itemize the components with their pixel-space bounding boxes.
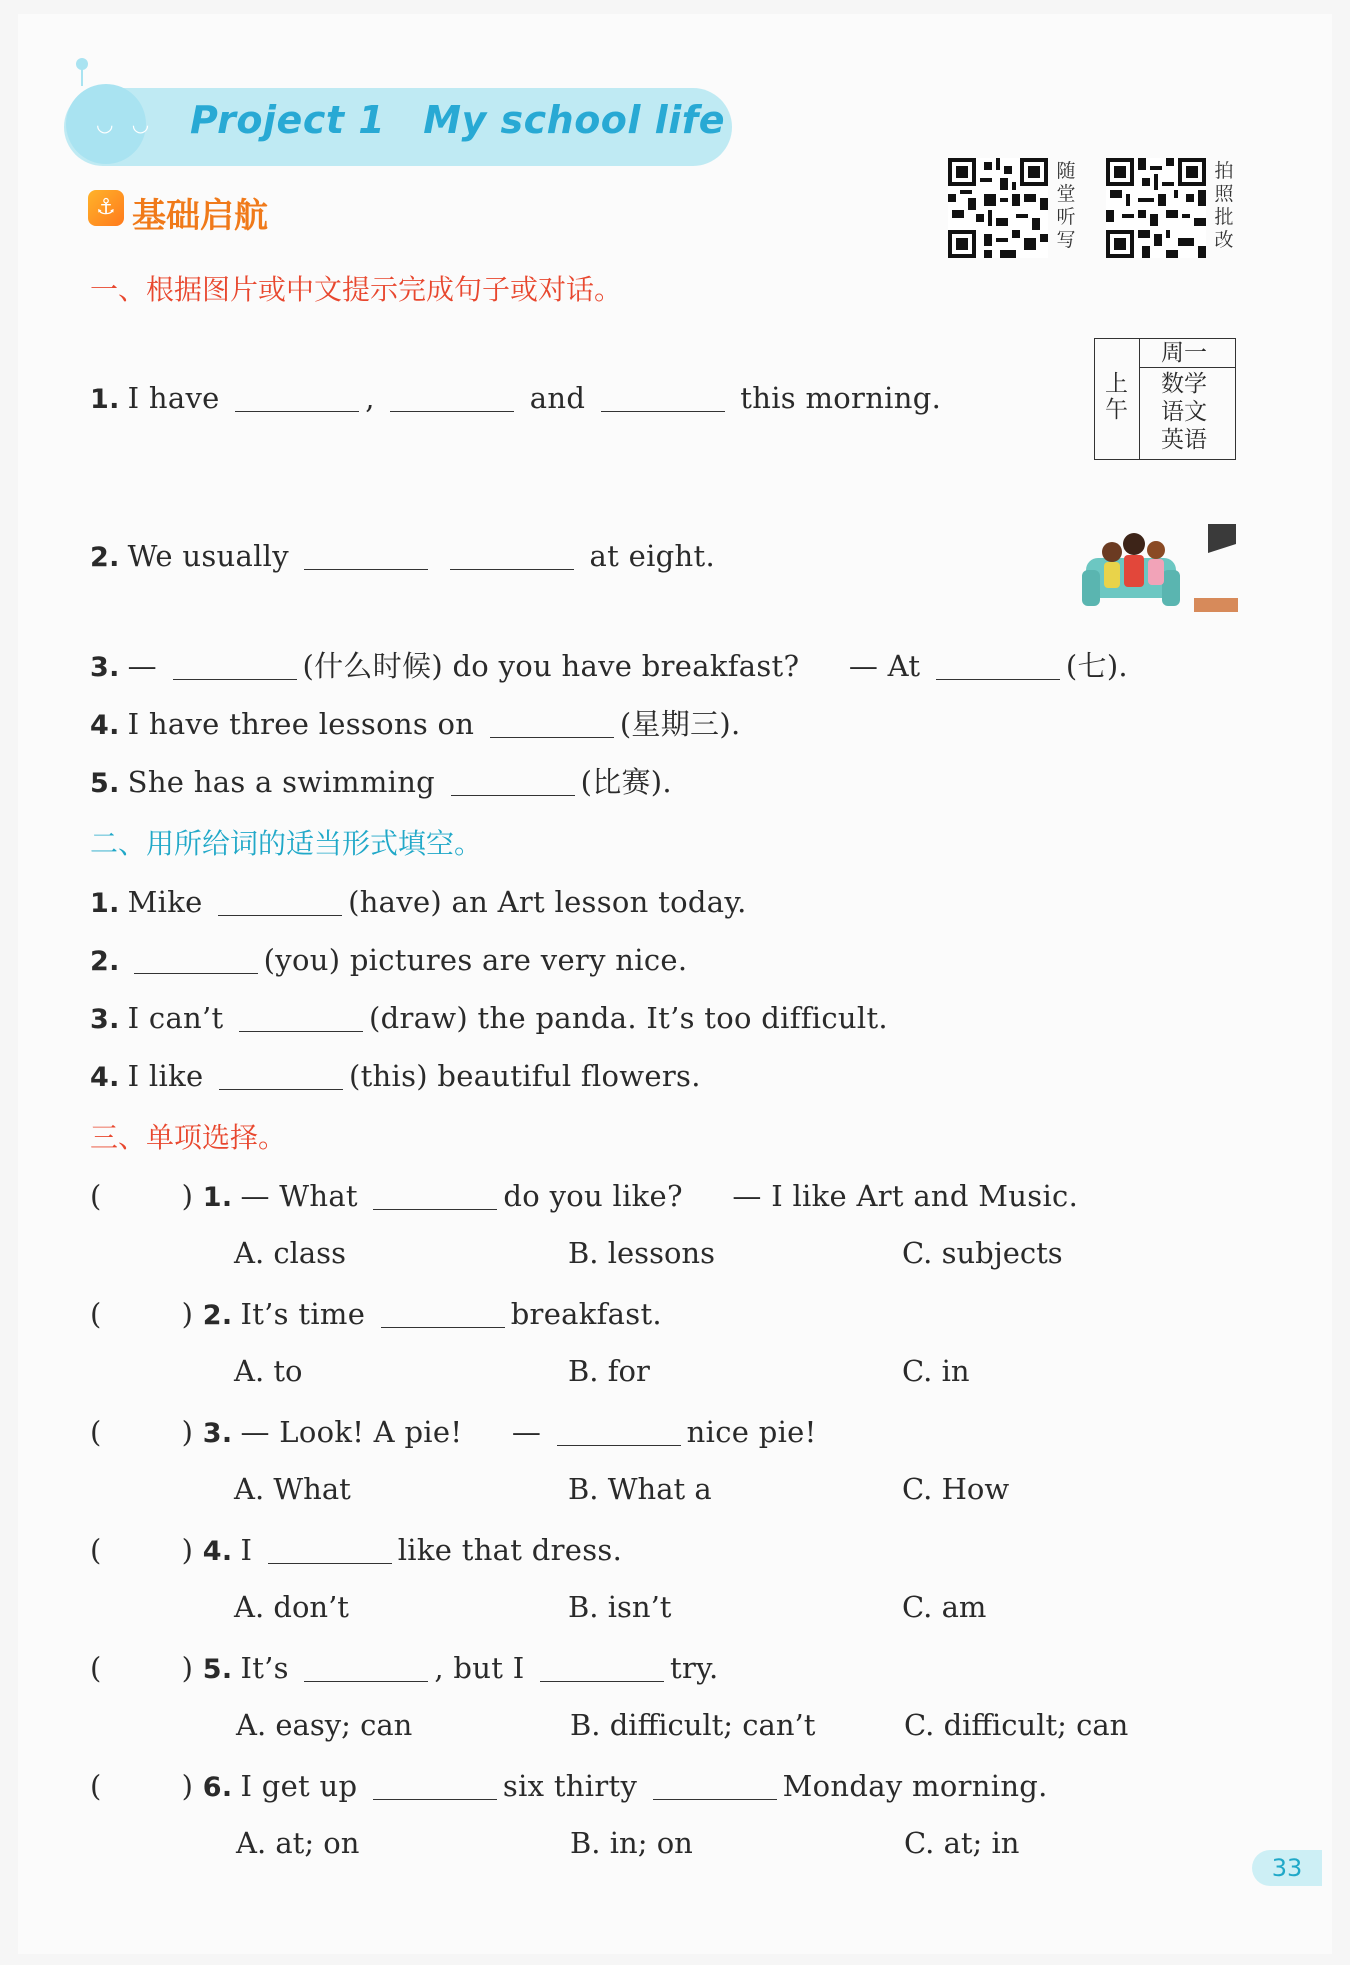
question-number: 6. [202, 1772, 233, 1803]
question-number: 2. [90, 542, 120, 573]
q-text: at eight. [589, 539, 715, 573]
qr-label-photo-grading: 拍照批改 [1214, 160, 1234, 251]
option-b[interactable]: B. difficult; can’t [570, 1708, 816, 1742]
answer-blank[interactable] [601, 381, 725, 412]
option-a[interactable]: A. to [234, 1354, 303, 1388]
answer-paren-close: ) [181, 1769, 194, 1803]
question-number: 2. [90, 946, 120, 977]
question-number: 3. [202, 1418, 233, 1449]
answer-paren-open: ( [90, 1769, 102, 1803]
option-c[interactable]: C. am [902, 1590, 987, 1624]
answer-paren-open: ( [90, 1179, 102, 1213]
question-number: 3. [90, 1004, 120, 1035]
answer-blank[interactable] [304, 1651, 428, 1682]
answer-blank[interactable] [235, 381, 359, 412]
q-text: (什么时候) do you have breakfast? [302, 649, 800, 683]
part2-heading: 二、用所给词的适当形式填空。 [90, 827, 483, 860]
answer-blank[interactable] [557, 1415, 681, 1446]
answer-blank[interactable] [373, 1179, 497, 1210]
answer-paren-open: ( [90, 1651, 102, 1685]
section-title: 基础启航 [132, 196, 268, 236]
answer-blank[interactable] [173, 649, 297, 680]
option-a[interactable]: A. at; on [236, 1826, 360, 1860]
q-text: — What [240, 1179, 358, 1213]
option-c[interactable]: C. in [902, 1354, 970, 1388]
question-number: 3. [90, 652, 120, 683]
family-watching-tv-illustration [1082, 524, 1242, 624]
option-a[interactable]: A. class [234, 1236, 346, 1270]
q-text: It’s time [240, 1297, 366, 1331]
question-number: 1. [90, 888, 120, 919]
q-text: I have [127, 381, 220, 415]
question-number: 4. [90, 710, 120, 741]
anchor-icon: ⚓ [88, 190, 124, 226]
q-text: (星期三). [619, 707, 741, 741]
option-b[interactable]: B. lessons [568, 1236, 715, 1270]
option-b[interactable]: B. in; on [570, 1826, 693, 1860]
page-title [190, 98, 725, 142]
timetable-subject: 语文 [1161, 399, 1207, 425]
q-text: (this) beautiful flowers. [348, 1059, 701, 1093]
timetable-picture [1094, 338, 1236, 460]
answer-blank[interactable] [218, 885, 342, 916]
option-c[interactable]: C. subjects [902, 1236, 1063, 1270]
part1-q2 [90, 536, 715, 578]
part3-q1 [90, 1176, 1078, 1218]
q-text: — At [848, 649, 921, 683]
q-text: I get up [240, 1769, 358, 1803]
timetable-subject: 英语 [1161, 427, 1207, 453]
answer-blank[interactable] [451, 765, 575, 796]
q-text: and [529, 381, 586, 415]
antenna-stem [81, 62, 83, 86]
timetable-side-label: 上午 [1105, 371, 1128, 423]
q-text: (比赛). [580, 765, 672, 799]
q-text: do you like? [503, 1179, 683, 1213]
answer-blank[interactable] [390, 381, 514, 412]
q-text: (you) pictures are very nice. [263, 943, 688, 977]
part2-q1 [90, 882, 747, 924]
option-a[interactable]: A. easy; can [236, 1708, 413, 1742]
project-title: My school life [423, 98, 726, 142]
answer-blank[interactable] [219, 1059, 343, 1090]
part3-q5 [90, 1648, 719, 1690]
q-text: , but I [434, 1651, 525, 1685]
q-text: I [240, 1533, 253, 1567]
timetable-day: 周一 [1161, 340, 1207, 366]
answer-blank[interactable] [490, 707, 614, 738]
mascot-face-icon: ◡ ◡ [96, 112, 156, 136]
q-text: six thirty [502, 1769, 638, 1803]
q-text: — [511, 1415, 542, 1449]
answer-blank[interactable] [239, 1001, 363, 1032]
q-text: — Look! A pie! [240, 1415, 463, 1449]
q-text: She has a swimming [127, 765, 436, 799]
option-b[interactable]: B. for [568, 1354, 650, 1388]
answer-blank[interactable] [381, 1297, 505, 1328]
part2-q2 [90, 940, 687, 982]
question-number: 1. [202, 1182, 233, 1213]
question-number: 1. [90, 384, 120, 415]
option-a[interactable]: A. What [234, 1472, 351, 1506]
part1-q3 [90, 646, 1128, 688]
option-c[interactable]: C. difficult; can [904, 1708, 1129, 1742]
question-number: 4. [90, 1062, 120, 1093]
timetable-subject: 数学 [1161, 371, 1207, 397]
q-text: (have) an Art lesson today. [348, 885, 747, 919]
page-number: 33 [1252, 1850, 1322, 1886]
q-text: Monday morning. [782, 1769, 1048, 1803]
answer-paren-close: ) [181, 1415, 194, 1449]
question-number: 2. [202, 1300, 233, 1331]
q-text: nice pie! [686, 1415, 817, 1449]
option-b[interactable]: B. What a [568, 1472, 712, 1506]
part3-q2 [90, 1294, 662, 1336]
q-text: like that dress. [397, 1533, 623, 1567]
qr-code-photo-grading-icon[interactable] [1106, 158, 1206, 258]
q-text: We usually [127, 539, 289, 573]
answer-paren-open: ( [90, 1415, 102, 1449]
part1-q5 [90, 762, 672, 804]
question-number: 4. [202, 1536, 233, 1567]
option-c[interactable]: C. at; in [904, 1826, 1020, 1860]
qr-code-dictation-icon[interactable] [948, 158, 1048, 258]
q-text: I like [127, 1059, 204, 1093]
q-text: — [127, 649, 157, 683]
option-a[interactable]: A. don’t [234, 1590, 349, 1624]
answer-blank[interactable] [134, 943, 258, 974]
part2-q3 [90, 998, 888, 1040]
q-text: (draw) the panda. It’s too difficult. [369, 1001, 888, 1035]
part3-q6 [90, 1766, 1048, 1808]
part1-q4 [90, 704, 740, 746]
answer-blank[interactable] [450, 539, 574, 570]
part1-q1 [90, 378, 941, 420]
q-text: — I like Art and Music. [732, 1179, 1079, 1213]
answer-paren-open: ( [90, 1297, 102, 1331]
qr-label-dictation: 随堂听写 [1056, 160, 1076, 251]
question-number: 5. [202, 1654, 233, 1685]
part1-heading: 一、根据图片或中文提示完成句子或对话。 [90, 273, 623, 306]
q-text: It’s [240, 1651, 289, 1685]
answer-blank[interactable] [373, 1769, 497, 1800]
question-number: 5. [90, 768, 120, 799]
q-text: this morning. [740, 381, 942, 415]
answer-paren-close: ) [181, 1297, 194, 1331]
project-label: Project 1 [190, 98, 386, 142]
answer-blank[interactable] [540, 1651, 664, 1682]
answer-blank[interactable] [653, 1769, 777, 1800]
part2-q4 [90, 1056, 701, 1098]
answer-paren-close: ) [181, 1533, 194, 1567]
option-b[interactable]: B. isn’t [568, 1590, 672, 1624]
part3-q3 [90, 1412, 817, 1454]
q-text: , [365, 381, 375, 415]
q-text: I have three lessons on [127, 707, 475, 741]
answer-blank[interactable] [936, 649, 1060, 680]
answer-paren-close: ) [181, 1179, 194, 1213]
q-text: try. [670, 1651, 719, 1685]
answer-paren-open: ( [90, 1533, 102, 1567]
answer-blank[interactable] [268, 1533, 392, 1564]
part3-heading: 三、单项选择。 [90, 1121, 287, 1154]
answer-blank[interactable] [304, 539, 428, 570]
q-text: Mike [127, 885, 203, 919]
q-text: breakfast. [510, 1297, 662, 1331]
answer-paren-close: ) [181, 1651, 194, 1685]
q-text: (七). [1065, 649, 1128, 683]
q-text: I can’t [127, 1001, 224, 1035]
option-c[interactable]: C. How [902, 1472, 1010, 1506]
part3-q4 [90, 1530, 622, 1572]
